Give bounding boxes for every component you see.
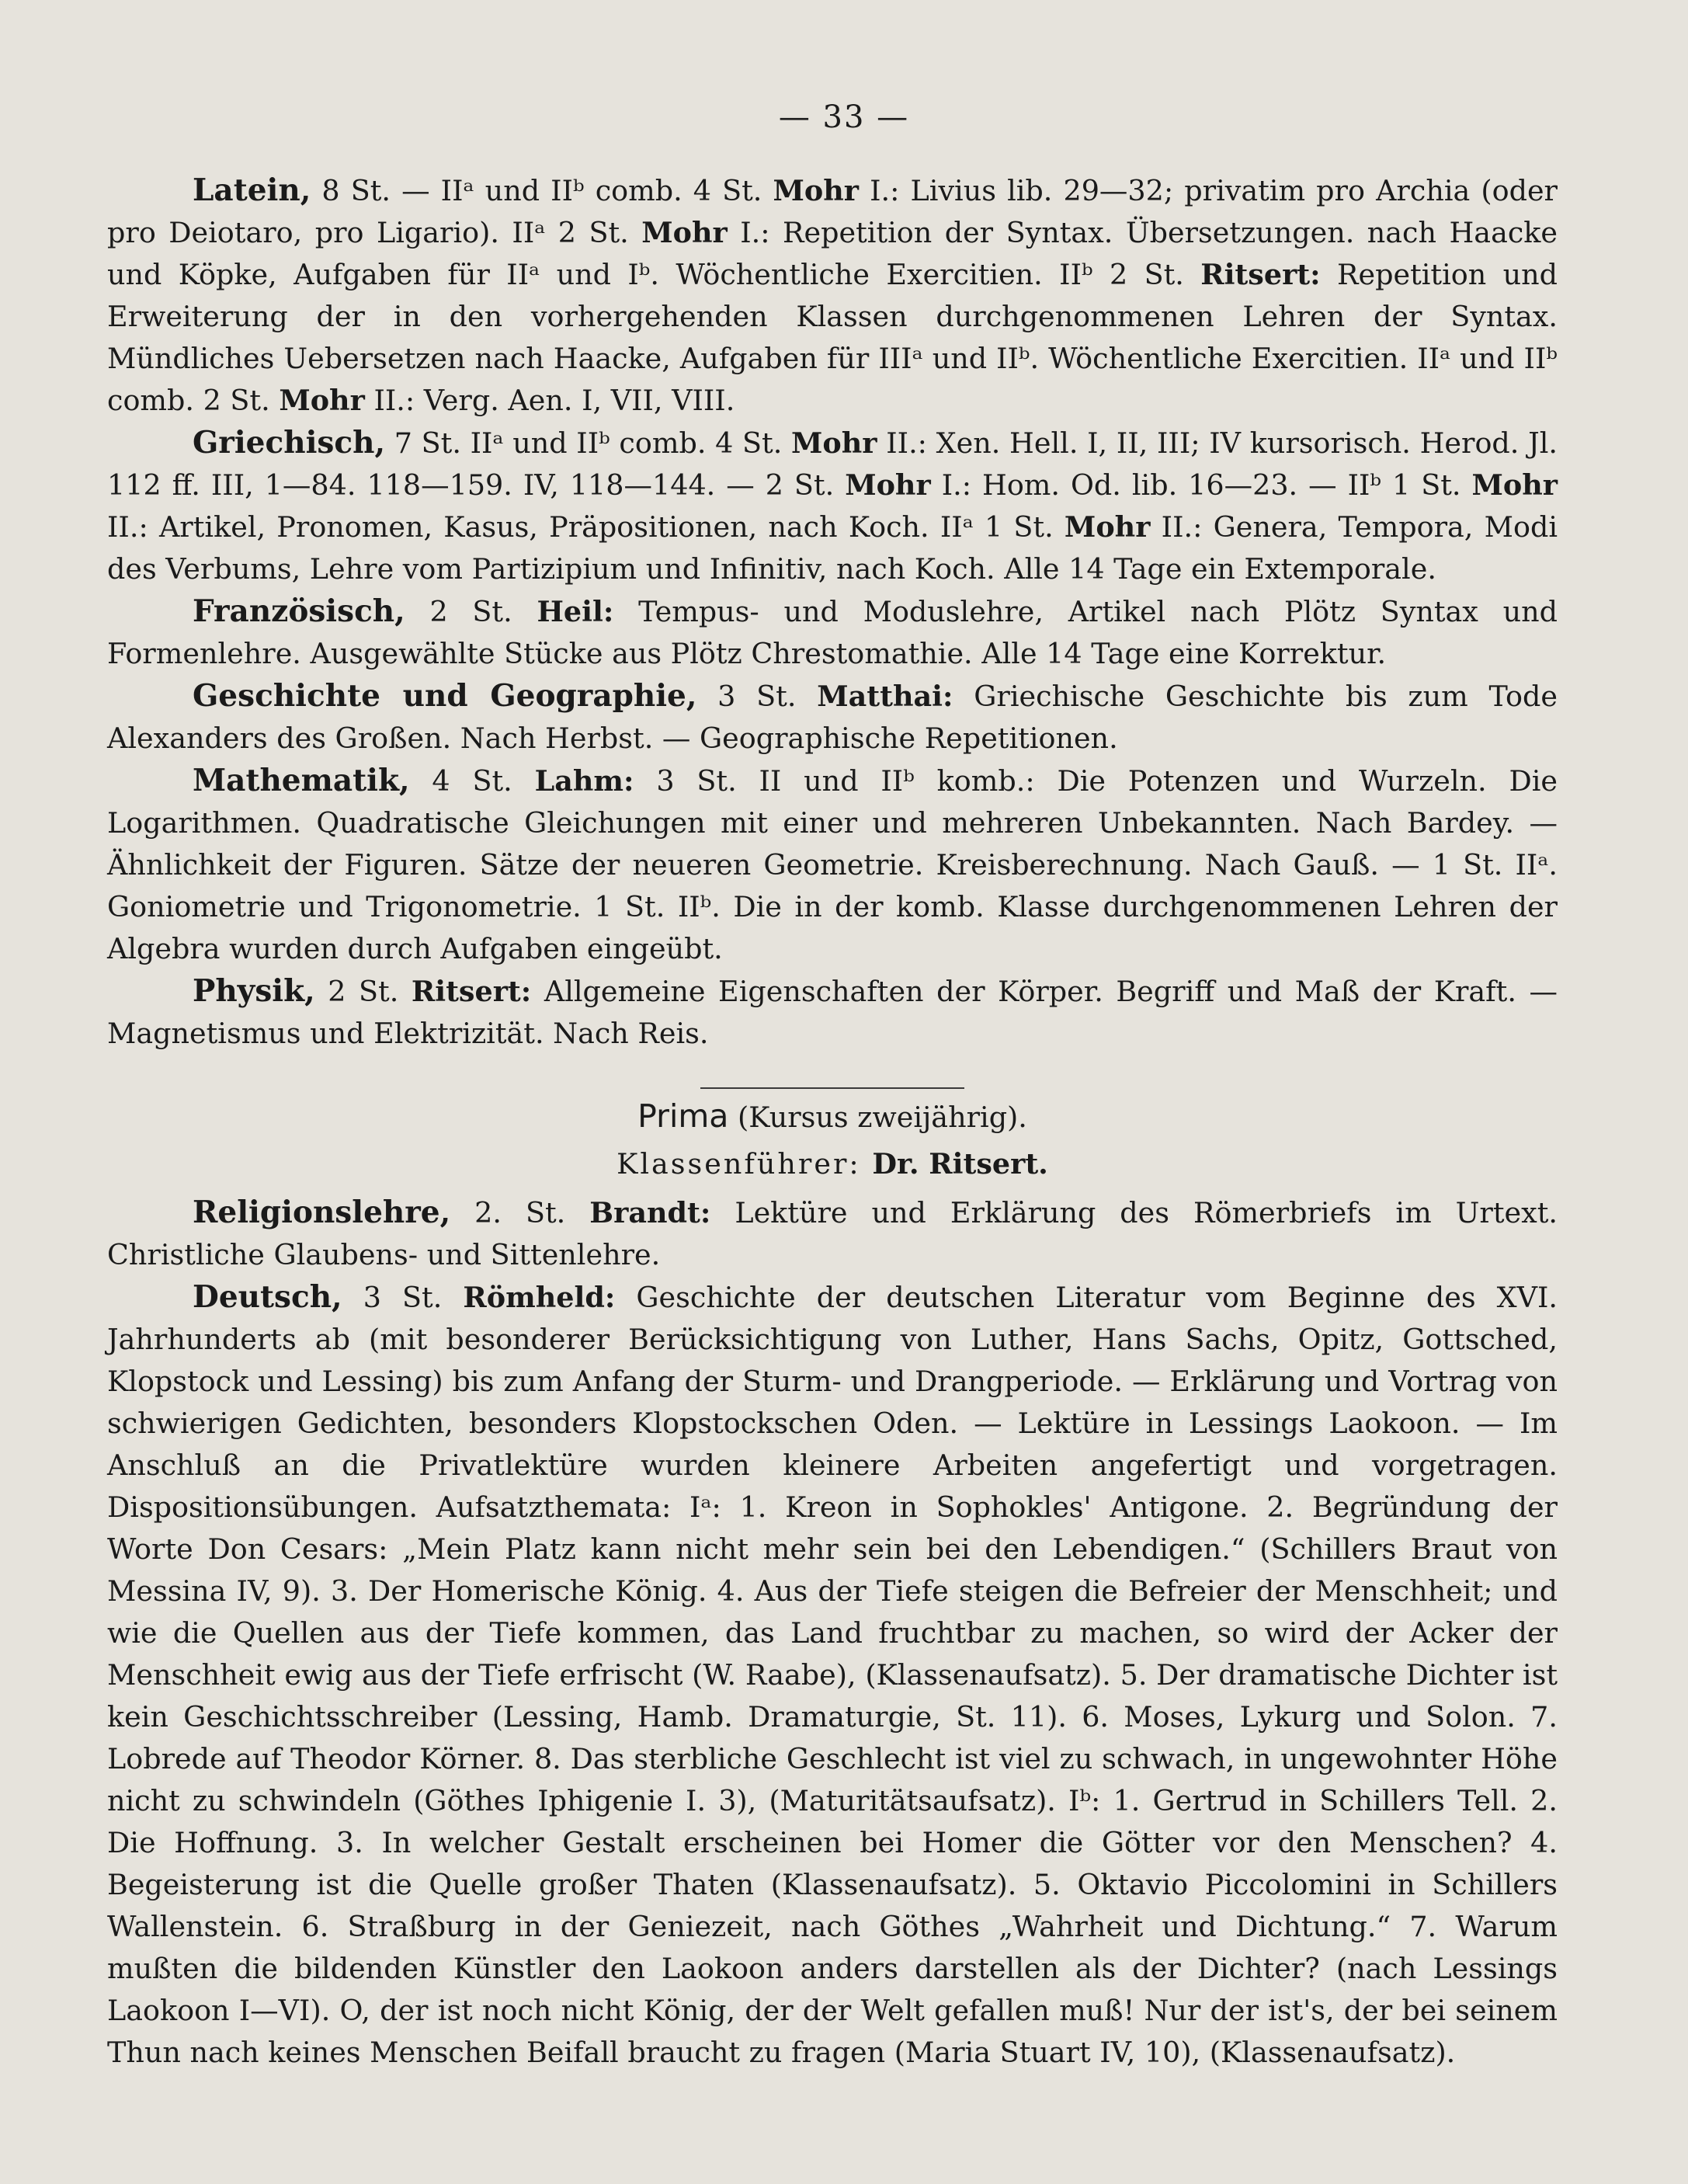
teacher-name: Mohr: [791, 426, 877, 460]
teacher-name: Römheld:: [463, 1281, 616, 1314]
subject-paragraph-franzoesisch: [107, 590, 1558, 675]
subject-text: 2 St.: [314, 975, 412, 1008]
prima-title: Prima: [637, 1097, 729, 1135]
teacher-name: Mohr: [773, 174, 860, 207]
prima-heading: [107, 1095, 1558, 1139]
subject-text: Tempus- und Moduslehre, Artikel nach Plötz Syntax und Formenlehre. Ausgewählte Stücke aus Plötz Chrestomathie. Alle 14 Tage eine Korrektur.: [107, 595, 1558, 670]
subject-paragraph-religionslehre: [107, 1191, 1558, 1276]
subject-text: 4 St.: [409, 764, 535, 798]
teacher-name: Mohr: [1064, 510, 1151, 544]
subject-text: 3 St.: [342, 1281, 464, 1314]
subject-text: Allgemeine Eigenschaften der Körper. Begriff und Maß der Kraft. — Magnetismus und Elektrizität. Nach Reis.: [107, 975, 1558, 1050]
subject-paragraph-mathematik: [107, 760, 1558, 970]
subject-text: I.: Hom. Od. lib. 16—23. — IIᵇ 1 St.: [930, 468, 1472, 502]
teacher-name: Matthai:: [817, 680, 953, 713]
teacher-name: Ritsert:: [1200, 258, 1321, 291]
subject-text: II.: Genera, Tempora, Modi des Verbums, Lehre vom Partizipium und Infinitiv, nach Koch. Alle 14 Tage ein Extemporale.: [107, 510, 1558, 586]
subject-text: Geschichte der deutschen Literatur vom Beginne des XVI. Jahrhunderts ab (mit besonderer Berücksichtigung von Luther, Hans Sachs, Opitz, Gottsched, Klopstock und Lessing) bis zum Anfang der Sturm- und Drangperiode. — Erklärung und Vortrag von schwierigen Gedichten, besonders Klopstockschen Oden. — Lektüre in Lessings Laokoon. — Im Anschluß an die Privatlektüre wurden kleinere Arbeiten angefertigt und vorgetragen. Dispositionsübungen. Aufsatzthemata: Iᵃ: 1. Kreon in Sophokles' Antigone. 2. Begründung der Worte Don Cesars: „Mein Platz kann nicht mehr sein bei den Lebendigen.“ (Schillers Braut von Messina IV, 9). 3. Der Homerische König. 4. Aus der Tiefe steigen die Befreier der Menschheit; und wie die Quellen aus der Tiefe kommen, das Land fruchtbar zu machen, so wird der Acker der Menschheit ewig aus der Tiefe erfrischt (W. Raabe), (Klassenaufsatz). 5. Der dramatische Dichter ist kein Geschichtsschreiber (Lessing, Hamb. Dramaturgie, St. 11). 6. Moses, Lykurg und Solon. 7. Lobrede auf Theodor Körner. 8. Das sterbliche Geschlecht ist viel zu schwach, in ungewohnter Höhe nicht zu schwindeln (Göthes Iphigenie I. 3), (Maturitätsaufsatz). Iᵇ: 1. Gertrud in Schillers Tell. 2. Die Hoffnung. 3. In welcher Gestalt erscheinen bei Homer die Götter vor den Menschen? 4. Begeisterung ist die Quelle großer Thaten (Klassenaufsatz). 5. Oktavio Piccolomini in Schillers Wallenstein. 6. Straßburg in der Geniezeit, nach Göthes „Wahrheit und Dichtung.“ 7. Warum mußten die bildenden Künstler den Laokoon anders darstellen als der Dichter? (nach Lessings Laokoon I—VI). O, der ist noch nicht König, der der Welt gefallen muß! Nur der ist's, der bei seinem Thun nach keines Menschen Beifall braucht zu fragen (Maria Stuart IV, 10), (Klassenaufsatz).: [107, 1281, 1558, 2069]
class-leader: [107, 1143, 1558, 1185]
subject-text: 8 St. — IIᵃ und IIᵇ comb. 4 St.: [311, 174, 773, 207]
subject-text: Repetition und Erweiterung der in den vorhergehenden Klassen durchgenommenen Lehren der Syntax. Mündliches Uebersetzen nach Haacke, Aufgaben für IIIᵃ und IIᵇ. Wöchentliche Exercitien. IIᵃ und IIᵇ comb. 2 St.: [107, 258, 1558, 417]
page-number: — 33 —: [778, 99, 910, 135]
subject-paragraph-physik: [107, 970, 1558, 1055]
subject-text: II.: Xen. Hell. I, II, III; IV kursorisch. Herod. Jl. 112 ff. III, 1—84. 118—159. IV, 118—144. — 2 St.: [107, 426, 1558, 502]
subject-title: Mathematik,: [193, 763, 410, 798]
subject-text: II.: Artikel, Pronomen, Kasus, Präpositionen, nach Koch. IIᵃ 1 St.: [107, 510, 1065, 544]
prima-subtitle: (Kursus zweijährig).: [728, 1101, 1027, 1134]
subject-text: I.: Livius lib. 29—32; privatim pro Archia (oder pro Deiotaro, pro Ligario). IIᵃ 2 St.: [107, 174, 1558, 249]
page-body: [107, 169, 1558, 2074]
section-divider: [700, 1087, 964, 1089]
subject-title: Deutsch,: [193, 1279, 342, 1315]
teacher-name: Mohr: [279, 384, 365, 417]
section-sekunda: [107, 169, 1558, 1055]
subject-paragraph-griechisch: [107, 422, 1558, 590]
class-leader-label: Klassenführer:: [617, 1147, 873, 1181]
subject-paragraph-geschichte-und-geographie: [107, 675, 1558, 760]
teacher-name: Mohr: [641, 216, 728, 249]
subject-text: 2 St.: [405, 595, 537, 628]
subject-text: Lektüre und Erklärung des Römerbriefs im Urtext. Christliche Glaubens- und Sittenlehre.: [107, 1196, 1558, 1271]
section-prima: [107, 1191, 1558, 2074]
subject-text: Griechische Geschichte bis zum Tode Alexanders des Großen. Nach Herbst. — Geographische Repetitionen.: [107, 680, 1558, 755]
teacher-name: Brandt:: [589, 1196, 711, 1229]
subject-paragraph-latein: [107, 169, 1558, 422]
subject-text: II.: Verg. Aen. I, VII, VIII.: [364, 384, 735, 417]
subject-paragraph-deutsch: [107, 1276, 1558, 2074]
subject-text: 3 St.: [696, 680, 818, 713]
teacher-name: Heil:: [537, 595, 614, 628]
subject-title: Physik,: [193, 973, 315, 1009]
teacher-name: Mohr: [1471, 468, 1558, 502]
subject-title: Religionslehre,: [193, 1195, 451, 1230]
subject-text: 3 St. II und IIᵇ komb.: Die Potenzen und Wurzeln. Die Logarithmen. Quadratische Gleichungen mit einer und mehreren Unbekannten. Nach Bardey. — Ähnlichkeit der Figuren. Sätze der neueren Geometrie. Kreisberechnung. Nach Gauß. — 1 St. IIᵃ. Goniometrie und Trigonometrie. 1 St. IIᵇ. Die in der komb. Klasse durchgenommenen Lehren der Algebra wurden durch Aufgaben eingeübt.: [107, 764, 1558, 965]
class-leader-name: Dr. Ritsert.: [872, 1147, 1048, 1181]
subject-text: 7 St. IIᵃ und IIᵇ comb. 4 St.: [385, 426, 792, 460]
subject-title: Französisch,: [193, 593, 405, 629]
subject-text: 2. St.: [450, 1196, 590, 1229]
teacher-name: Mohr: [845, 468, 931, 502]
subject-title: Latein,: [193, 172, 311, 208]
teacher-name: Lahm:: [534, 764, 634, 798]
teacher-name: Ritsert:: [411, 975, 532, 1008]
subject-title: Geschichte und Geographie,: [193, 678, 697, 714]
subject-text: I.: Repetition der Syntax. Übersetzungen. nach Haacke und Köpke, Aufgaben für IIᵃ und Iᵇ. Wöchentliche Exercitien. IIᵇ 2 St.: [107, 216, 1558, 291]
subject-title: Griechisch,: [193, 425, 386, 461]
